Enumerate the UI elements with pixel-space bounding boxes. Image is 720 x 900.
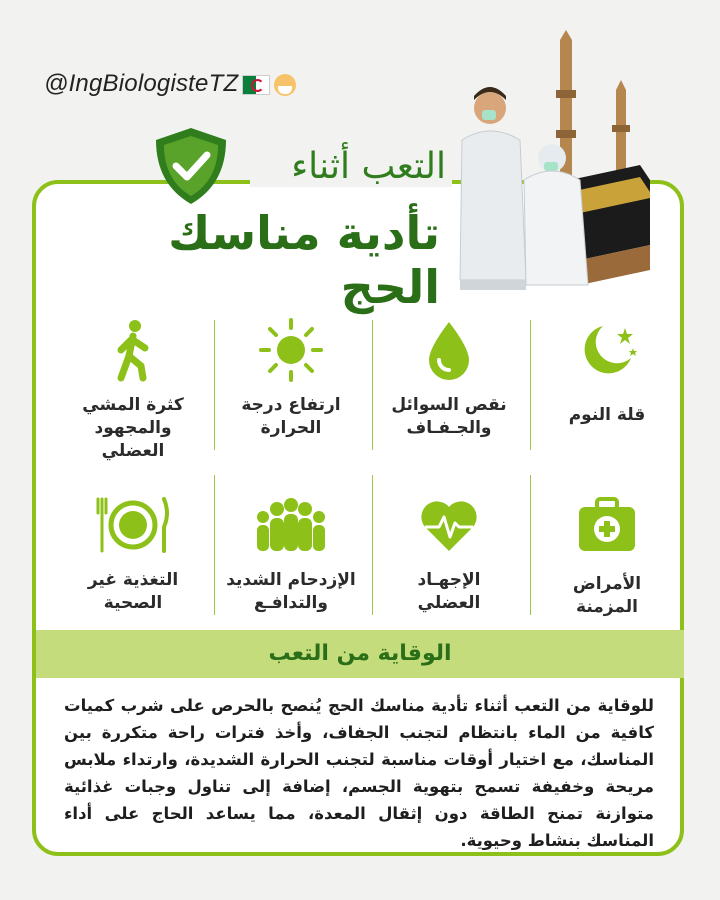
handle-text: @IngBiologisteTZ [44,70,239,97]
cause-label: قلة النوم [568,405,646,425]
cause-item [214,475,368,635]
cause-label: الإزدحام الشديد والتدافـع [226,570,356,613]
author-handle [44,70,296,98]
prevention-text: للوقاية من التعب أثناء تأدية مناسك الحج يُنصح بالحرص على شرب كميات كافية من الماء بانتظام لتجنب الجفاف، وأخذ فترات راحة متكررة بين المناسك، مع اختيار أوقات مناسبة لتجنب الحرارة الشديدة، وارتداء ملابس مريحة وخفيفة تسمح بتهوية الجسم، إضافة إلى تناول وجبات غذائية متوازنة تمنح الطاقة دون إثقال المعدة، مما يساعد الحاج على أداء المناسك بنشاط وحيوية. [64,696,654,850]
moon-star-icon [575,318,639,382]
causes-grid [36,300,684,630]
title-line-1: التعب أثناء [250,146,452,187]
first-aid-kit-icon [575,493,639,557]
cause-label: التغذية غير الصحية [87,570,179,613]
cause-item [214,300,368,460]
cause-item [372,475,526,635]
cause-item [56,475,210,635]
title-line-2: تأدية مناسك الحج [168,206,440,314]
walking-person-icon [101,318,165,382]
cause-item [56,300,210,460]
crowd-icon [249,493,333,557]
cause-label: الإجهـاد العضلي [417,570,481,613]
sun-icon [259,318,323,382]
scientist-emoji-icon [274,74,296,96]
algeria-flag-icon [242,75,270,95]
pilgrims-kaaba-illustration [440,30,690,295]
cause-label: كثرة المشي والمجهود العضلي [82,395,184,461]
cause-label: ارتفاع درجة الحرارة [241,395,341,438]
prevention-heading-band [36,630,684,678]
heart-pulse-icon [417,493,481,557]
cause-item [530,475,684,635]
cause-item [372,300,526,460]
water-drop-icon [417,318,481,382]
shield-check-icon [152,126,230,206]
cause-item [530,300,684,460]
cause-label: نقص السوائل والجـفـاف [391,395,507,438]
plate-cutlery-icon [96,493,170,557]
prevention-heading: الوقاية من التعب [268,641,452,666]
cause-label: الأمراض المزمنة [572,574,642,617]
